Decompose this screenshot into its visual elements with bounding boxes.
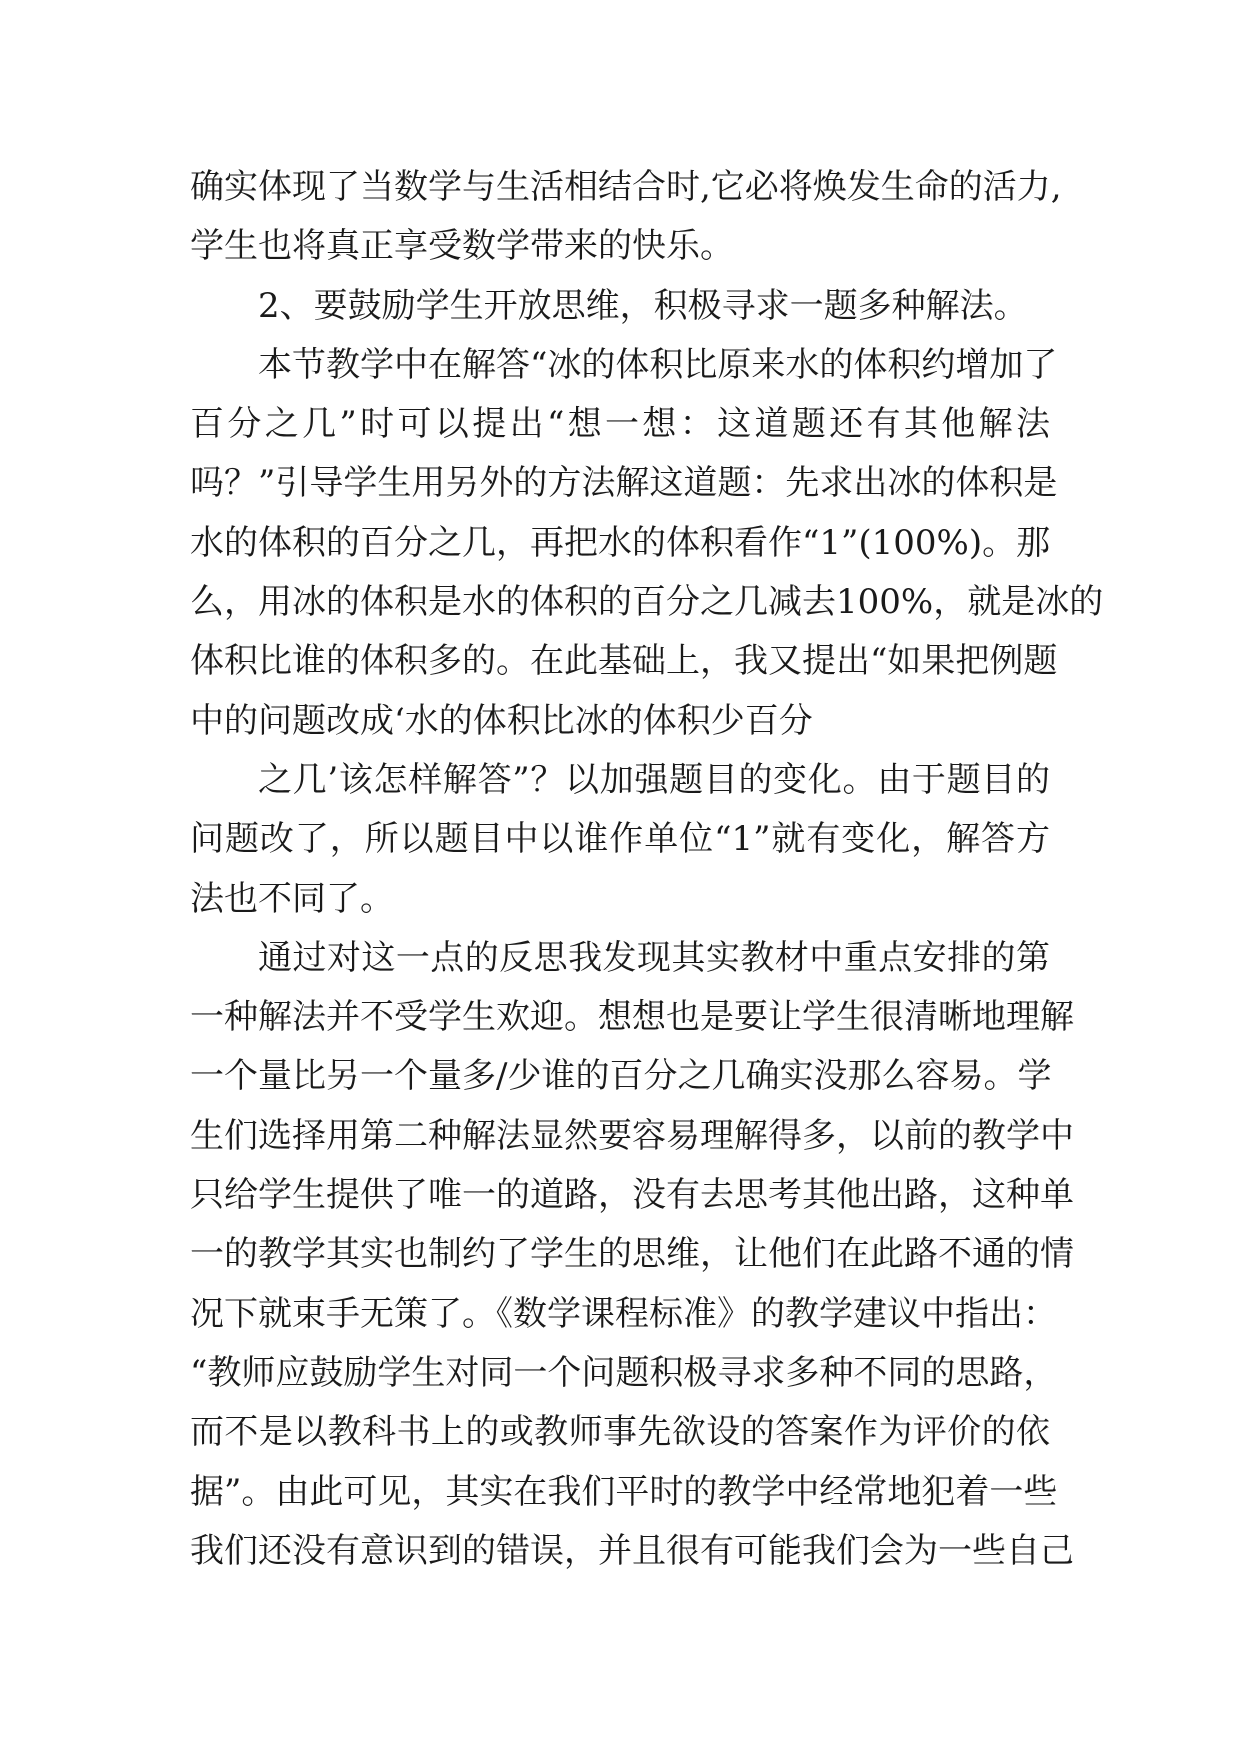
text-line: 我们还没有意识到的错误，并且很有可能我们会为一些自己: [190, 1530, 1074, 1571]
text-line: 吗？”引导学生用另外的方法解这道题：先求出冰的体积是: [190, 463, 1058, 504]
text-line: 本节教学中在解答“冰的体积比原来水的体积约增加了: [258, 344, 1058, 385]
text-line: 之几’该怎样解答”？以加强题目的变化。由于题目的: [258, 759, 1050, 800]
text-line: 况下就束手无策了。《数学课程标准》的教学建议中指出：: [190, 1293, 1057, 1334]
text-line: 百分之几”时可以提出“想一想：这道题还有其他解法: [190, 404, 1050, 445]
text-line: 而不是以教科书上的或教师事先欲设的答案作为评价的依: [190, 1412, 1050, 1453]
text-line: 学生也将真正享受数学带来的快乐。: [190, 226, 734, 267]
text-line: 一种解法并不受学生欢迎。想想也是要让学生很清晰地理解: [190, 997, 1074, 1038]
text-line: 么，用冰的体积是水的体积的百分之几减去100%，就是冰的: [190, 582, 1104, 623]
text-line: 体积比谁的体积多的。在此基础上，我又提出“如果把例题: [190, 641, 1058, 682]
text-line: 2、要鼓励学生开放思维，积极寻求一题多种解法。: [258, 285, 1028, 326]
text-line: 通过对这一点的反思我发现其实教材中重点安排的第: [258, 937, 1050, 978]
text-line: 确实体现了当数学与生活相结合时,它必将焕发生命的活力,: [190, 167, 1062, 207]
body-text: [190, 158, 1104, 1581]
text-line: 水的体积的百分之几，再把水的体积看作“1”(100%)。那: [190, 522, 1051, 563]
text-line: 法也不同了。: [190, 878, 394, 919]
text-line: 生们选择用第二种解法显然要容易理解得多，以前的教学中: [190, 1115, 1074, 1156]
text-line: “教师应鼓励学生对同一个问题积极寻求多种不同的思路，: [190, 1352, 1058, 1393]
text-line: 中的问题改成‘水的体积比冰的体积少百分: [190, 700, 813, 741]
text-line: 问题改了，所以题目中以谁作单位“1”就有变化，解答方: [190, 819, 1050, 860]
text-line: 只给学生提供了唯一的道路，没有去思考其他出路，这种单: [190, 1175, 1074, 1216]
text-line: 据”。由此可见，其实在我们平时的教学中经常地犯着一些: [190, 1471, 1058, 1512]
text-line: 一的教学其实也制约了学生的思维，让他们在此路不通的情: [190, 1234, 1074, 1275]
text-line: 一个量比另一个量多/少谁的百分之几确实没那么容易。学: [190, 1056, 1052, 1097]
